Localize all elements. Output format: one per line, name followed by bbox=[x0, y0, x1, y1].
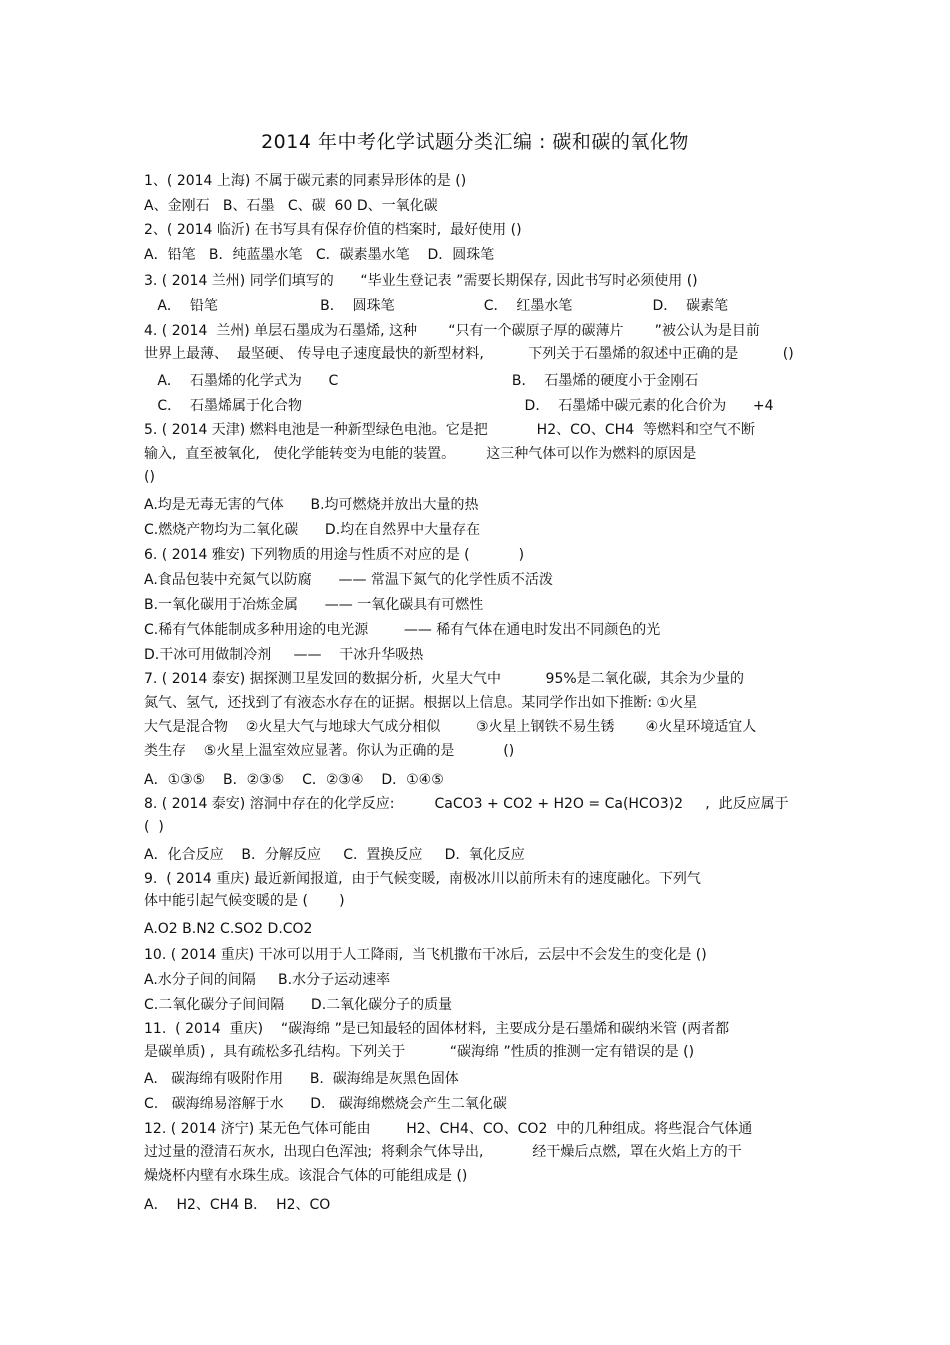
q3-stem: 3. ( 2014 兰州) 同学们填写的 “毕业生登记表 ”需要长期保存, 因此书写时必须使用 () bbox=[144, 273, 698, 289]
q9-stem-1: 9. ( 2014 重庆) 最近新闻报道, 由于气候变暖, 南极冰川以前所未有的速度融化。下列气 bbox=[144, 871, 701, 887]
q12-stem-1: 12. ( 2014 济宁) 某无色气体可能由 H2、CH4、CO、CO2 中的几种组成。将些混合气体通 bbox=[144, 1121, 753, 1137]
q6-option-a: A.食品包装中充氮气以防腐 —— 常温下氮气的化学性质不活泼 bbox=[144, 572, 553, 588]
q8-options: A．化合反应 B．分解反应 C. 置换反应 D. 氧化反应 bbox=[144, 847, 525, 863]
q6-stem: 6. ( 2014 雅安) 下列物质的用途与性质不对应的是 ( ) bbox=[144, 547, 525, 563]
q10-options-ab: A.水分子间的间隔 B.水分子运动速率 bbox=[144, 972, 391, 988]
q7-stem-3: 大气是混合物 ②火星大气与地球大气成分相似 ③火星上钢铁不易生锈 ④火星环境适宜人 bbox=[144, 719, 757, 735]
document-title: 2014 年中考化学试题分类汇编 : 碳和碳的氧化物 bbox=[261, 131, 689, 153]
q4-options-ab: A． 石墨烯的化学式为 C B． 石墨烯的硬度小于金刚石 bbox=[144, 373, 699, 389]
q12-stem-2: 过过量的澄清石灰水, 出现白色浑浊; 将剩余气体导出, 经干燥后点燃, 罩在火焰上方的干 bbox=[144, 1144, 742, 1160]
q9-options: A.O2 B.N2 C.SO2 D.CO2 bbox=[144, 921, 313, 937]
q5-stem-2: 输入, 直至被氧化, 使化学能转变为电能的装置。 这三种气体可以作为燃料的原因是 bbox=[144, 446, 697, 462]
q4-options-cd: C． 石墨烯属于化合物 D． 石墨烯中碳元素的化合价为 +4 bbox=[144, 398, 774, 414]
q12-stem-3: 燥烧杯内壁有水珠生成。该混合气体的可能组成是 () bbox=[144, 1168, 468, 1184]
q11-options-cd: C. 碳海绵易溶解于水 D. 碳海绵燃烧会产生二氧化碳 bbox=[144, 1096, 507, 1112]
q5-options-cd: C.燃烧产物均为二氧化碳 D.均在自然界中大量存在 bbox=[144, 522, 481, 538]
q10-options-cd: C.二氧化碳分子间间隔 D.二氧化碳分子的质量 bbox=[144, 997, 453, 1013]
q2-options: A．铅笔 B．纯蓝墨水笔 C．碳素墨水笔 D．圆珠笔 bbox=[144, 247, 495, 263]
q6-option-c: C.稀有气体能制成多种用途的电光源 —— 稀有气体在通电时发出不同颜色的光 bbox=[144, 622, 661, 638]
q7-options: A．①③⑤ B．②③⑤ C．②③④ D．①④⑤ bbox=[144, 772, 444, 788]
q4-stem-1: 4. ( 2014 兰州) 单层石墨成为石墨烯, 这种 “只有一个碳原子厚的碳薄片 ”被公认为是目前 bbox=[144, 323, 760, 339]
q5-stem-3: () bbox=[144, 469, 155, 485]
q5-options-ab: A.均是无毒无害的气体 B.均可燃烧并放出大量的热 bbox=[144, 497, 479, 513]
q7-stem-1: 7. ( 2014 泰安) 据探测卫星发回的数据分析, 火星大气中 95%是二氧化碳, 其余为少量的 bbox=[144, 671, 745, 687]
q1-stem: 1、( 2014 上海) 不属于碳元素的同素异形体的是 () bbox=[144, 173, 467, 189]
q7-stem-4: 类生存 ⑤火星上温室效应显著。你认为正确的是 () bbox=[144, 743, 515, 759]
q11-stem-2: 是碳单质) , 具有疏松多孔结构。下列关于 “碳海绵 ”性质的推测一定有错误的是 () bbox=[144, 1044, 695, 1060]
q12-options: A． H2、CH4 B． H2、CO bbox=[144, 1197, 331, 1213]
q5-stem-1: 5. ( 2014 天津) 燃料电池是一种新型绿色电池。它是把 H2、CO、CH4 等燃料和空气不断 bbox=[144, 422, 756, 438]
q1-options: A、金刚石 B、石墨 C、碳 60 D、一氧化碳 bbox=[144, 198, 438, 214]
q11-options-ab: A. 碳海绵有吸附作用 B. 碳海绵是灰黑色固体 bbox=[144, 1071, 459, 1087]
q9-stem-2: 体中能引起气候变暖的是 ( ) bbox=[144, 893, 345, 909]
q7-stem-2: 氮气、氢气, 还找到了有液态水存在的证据。根据以上信息。某同学作出如下推断: ①火星 bbox=[144, 695, 698, 711]
q10-stem: 10. ( 2014 重庆) 干冰可以用于人工降雨, 当飞机撒布干冰后, 云层中不会发生的变化是 () bbox=[144, 947, 707, 963]
q8-stem-1: 8. ( 2014 泰安) 溶洞中存在的化学反应: CaCO3 + CO2 + H2O = Ca(HCO3)2 , 此反应属于 bbox=[144, 796, 789, 812]
q8-stem-2: ( ) bbox=[144, 819, 164, 835]
q6-option-b: B.一氧化碳用于冶炼金属 —— 一氧化碳具有可燃性 bbox=[144, 597, 484, 613]
q2-stem: 2、( 2014 临沂) 在书写具有保存价值的档案时, 最好使用 () bbox=[144, 222, 522, 238]
q4-stem-2: 世界上最薄、 最坚硬、 传导电子速度最快的新型材料, 下列关于石墨烯的叙述中正确的是 () bbox=[144, 346, 794, 362]
q6-option-d: D.干冰可用做制冷剂 —— 干冰升华吸热 bbox=[144, 647, 424, 663]
q3-options: A． 铅笔 B． 圆珠笔 C． 红墨水笔 D． 碳素笔 bbox=[144, 298, 729, 314]
q11-stem-1: 11. ( 2014 重庆) “碳海绵 ”是已知最轻的固体材料, 主要成分是石墨烯和碳纳米管 (两者都 bbox=[144, 1021, 730, 1037]
